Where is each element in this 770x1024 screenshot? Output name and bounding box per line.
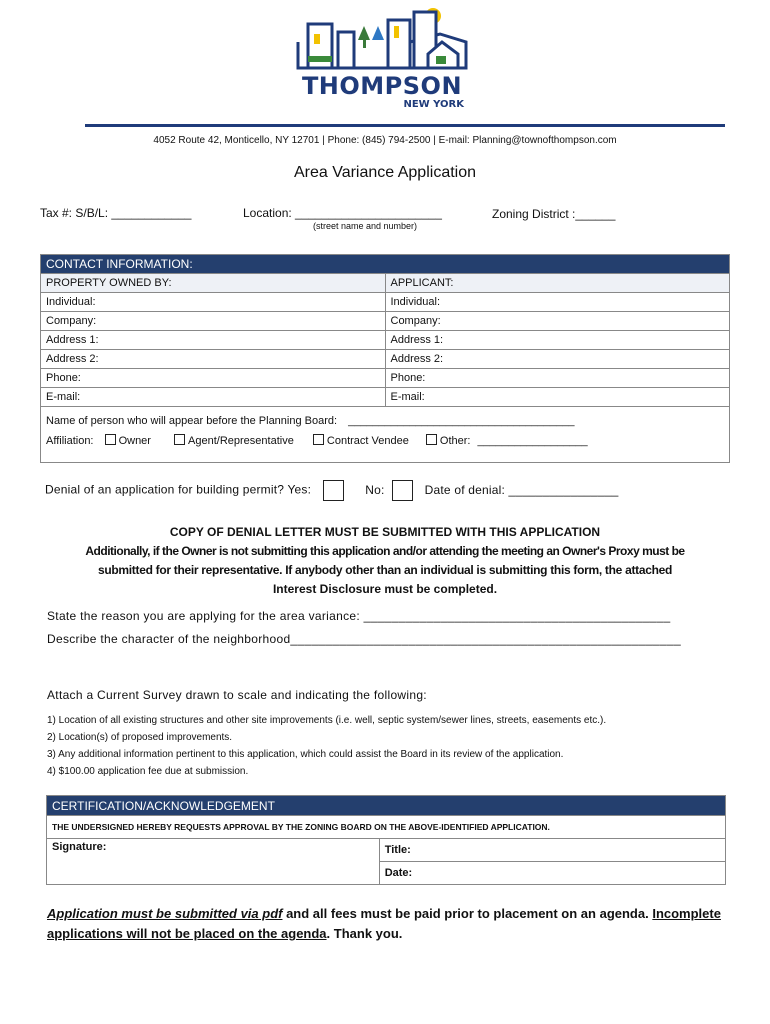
checkbox-agent[interactable] [174,434,185,445]
list-item: 4) $100.00 application fee due at submission. [47,766,249,777]
character-field[interactable]: Describe the character of the neighborhood________________________________________________________ [47,632,681,646]
footer-part-3: Incomplete applications will not be placed on the agenda [47,906,721,941]
contact-section-title: CONTACT INFORMATION: [41,255,730,274]
appearance-box [40,402,730,463]
footer-part-1: Application must be submitted via pdf [47,906,283,921]
footer-note [47,904,727,944]
footer-part-2: and all fees must be paid prior to placement on an agenda. [282,906,653,921]
list-item: 1) Location of all existing structures and other site improvements (i.e. well, septic system/sewer lines, streets, easements etc.). [47,715,607,726]
notice-line-2: Additionally, if the Owner is not submitting this application and/or attending the meeting an Owner's Proxy must be [85,544,685,558]
org-name: THOMPSON [301,72,463,100]
header-divider [85,124,725,127]
location-hint: (street name and number) [313,221,418,231]
notice-line-3: submitted for their representative. If anybody other than an individual is submitting this form, the attached [97,563,673,577]
contact-table [40,254,730,407]
title-field[interactable]: Title: [379,839,725,862]
zoning-field[interactable]: Zoning District :______ [492,207,616,221]
notice-line-1: COPY OF DENIAL LETTER MUST BE SUBMITTED WITH THIS APPLICATION [169,525,601,539]
checkbox-other[interactable] [426,434,437,445]
certification-statement: THE UNDERSIGNED HEREBY REQUESTS APPROVAL BY THE ZONING BOARD ON THE ABOVE-IDENTIFIED APPLICATION. [47,816,726,839]
owner-address2[interactable]: Address 2: [41,350,386,369]
notice-line-4: Interest Disclosure must be completed. [272,582,498,596]
owner-email[interactable]: E-mail: [41,388,386,407]
appear-label: Name of person who will appear before the Planning Board: [46,415,338,427]
denial-no-label: No: [365,482,385,497]
applicant-individual[interactable]: Individual: [385,293,730,312]
town-skyline-logo [290,6,470,76]
denial-yes-checkbox[interactable] [323,480,344,501]
other-input[interactable]: __________________ [477,435,588,447]
tax-field[interactable]: Tax #: S/B/L: ____________ [40,206,192,220]
owner-individual[interactable]: Individual: [41,293,386,312]
denial-no-checkbox[interactable] [392,480,413,501]
survey-list [47,712,606,780]
location-field[interactable]: Location: ______________________ [243,206,442,220]
option-other: Other: [439,435,471,447]
owner-header: PROPERTY OWNED BY: [41,274,386,293]
list-item: 3) Any additional information pertinent to this application, which could assist the Board in its review of the application. [47,749,564,760]
denial-date-field[interactable]: Date of denial: ________________ [424,482,619,497]
denial-question: Denial of an application for building permit? Yes: [45,482,312,497]
affiliation-label: Affiliation: [46,435,94,447]
survey-instruction: Attach a Current Survey drawn to scale and indicating the following: [47,688,427,702]
checkbox-owner[interactable] [105,434,116,445]
applicant-phone[interactable]: Phone: [385,369,730,388]
option-vendee: Contract Vendee [326,435,409,447]
applicant-address2[interactable]: Address 2: [385,350,730,369]
owner-address1[interactable]: Address 1: [41,331,386,350]
applicant-header: APPLICANT: [385,274,730,293]
checkbox-vendee[interactable] [313,434,324,445]
owner-phone[interactable]: Phone: [41,369,386,388]
applicant-company[interactable]: Company: [385,312,730,331]
certification-table [46,795,726,885]
org-sub: NEW YORK [403,99,464,110]
reason-field[interactable]: State the reason you are applying for the area variance: ____________________________________________ [47,609,671,623]
page-title: Area Variance Application [293,164,477,181]
option-agent: Agent/Representative [188,435,294,447]
option-owner: Owner [118,435,151,447]
applicant-email[interactable]: E-mail: [385,388,730,407]
applicant-address1[interactable]: Address 1: [385,331,730,350]
appear-input[interactable]: _____________________________________ [348,415,575,427]
signature-field[interactable]: Signature: [47,839,380,885]
denial-row [45,480,619,501]
footer-part-4: . Thank you. [326,926,403,941]
owner-company[interactable]: Company: [41,312,386,331]
address-line: 4052 Route 42, Monticello, NY 12701 | Phone: (845) 794-2500 | E-mail: Planning@townofthompson.com [153,135,617,146]
certification-title: CERTIFICATION/ACKNOWLEDGEMENT [47,796,726,816]
date-field[interactable]: Date: [379,862,725,885]
list-item: 2) Location(s) of proposed improvements. [47,732,233,743]
